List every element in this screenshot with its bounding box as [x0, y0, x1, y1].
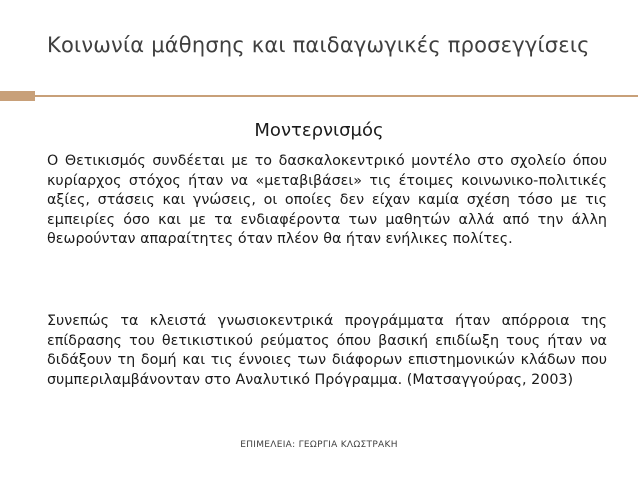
accent-block — [0, 91, 35, 101]
slide-subtitle: Μοντερνισμός — [254, 120, 384, 141]
body-paragraph-1: Ο Θετικισμός συνδέεται με το δασκαλοκεντρικό μοντέλο στο σχολείο όπου κυρίαρχος στόχος ήταν να «μεταβιβάσει» τις έτοιμες κοινωνικο-πολιτικές αξίες, στάσεις και γνώσεις, οι οποίες δεν είχαν καμία σχέση τόσο με τις εμπειρίες όσο και με τα ενδιαφέροντα των μαθητών αλλά από την άλλη θεωρούνταν απαραίτητες όταν πλέον θα ήταν ενήλικες πολίτες. — [47, 153, 607, 247]
slide-footer: ΕΠΙΜΕΛΕΙΑ: ΓΕΩΡΓΙΑ ΚΛΩΣΤΡΑΚΗ — [240, 440, 398, 450]
slide-title: Κοινωνία μάθησης και παιδαγωγικές προσεγγίσεις — [47, 33, 590, 57]
body-paragraph-2: Συνεπώς τα κλειστά γνωσιοκεντρικά προγράμματα ήταν απόρροια της επίδρασης του θετικιστικού ρεύματος όπου βασική επιδίωξη τους ήταν να διδάξουν τη δομή και τις έννοιες των διάφορων επιστημονικών κλάδων που συμπεριλαμβάνονταν στο Αναλυτικό Πρόγραμμα. (Ματσαγγούρας, 2003) — [47, 313, 607, 388]
accent-divider — [35, 95, 638, 97]
